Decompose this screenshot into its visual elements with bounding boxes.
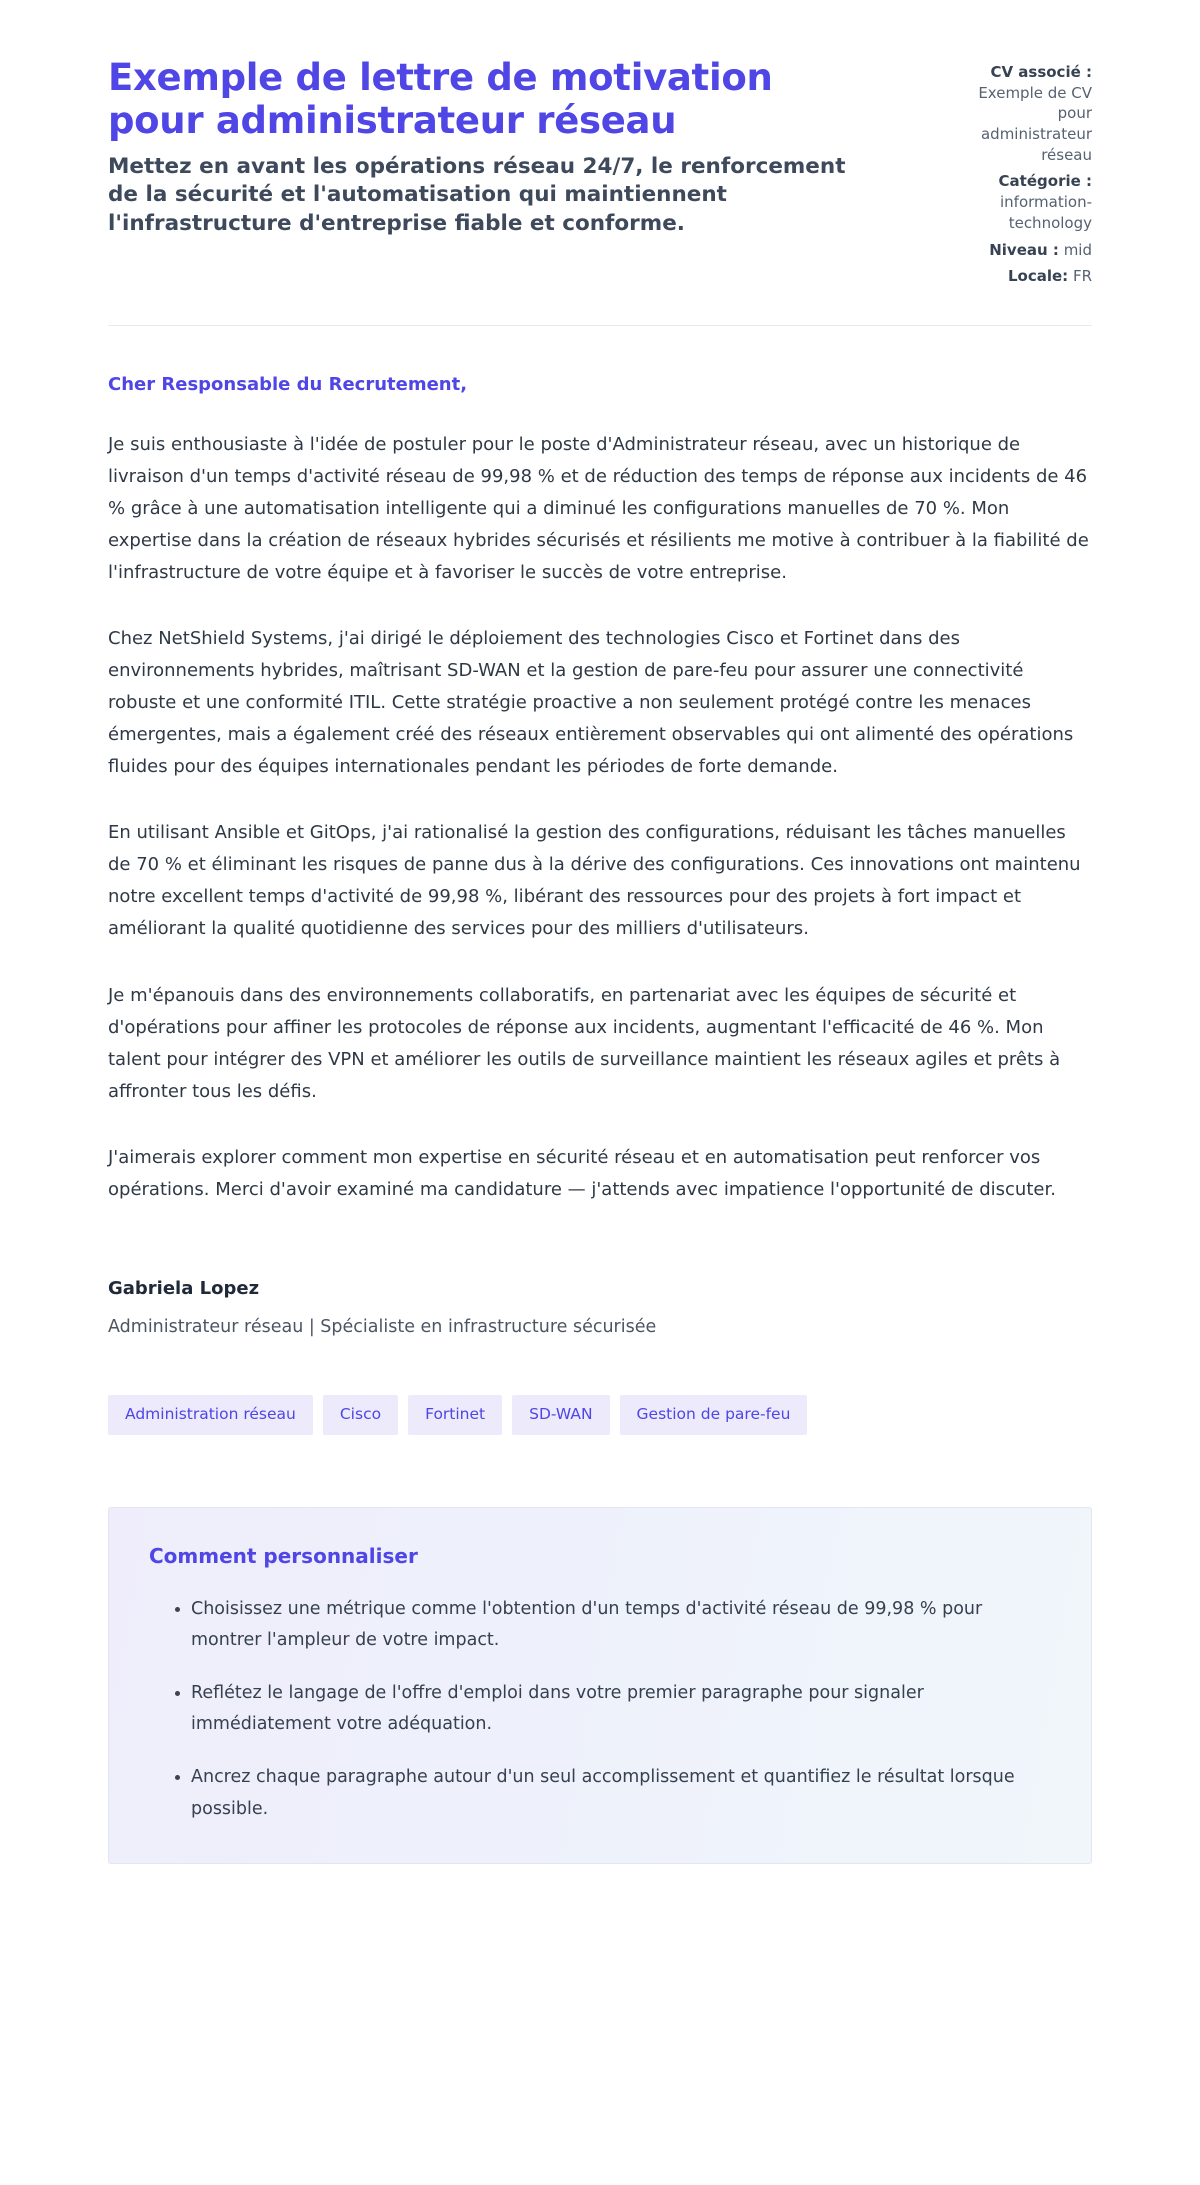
metadata-level [942,240,1092,261]
letter-paragraph: Chez NetShield Systems, j'ai dirigé le déploiement des technologies Cisco et Fortinet dans des environnements hybrides, maîtrisant SD-WAN et la gestion de pare-feu pour assurer une connectivité robuste et une conformité ITIL. Cette stratégie proactive a non seulement protégé contre les menaces émergentes, mais a également créé des réseaux entièrement observables qui ont alimenté des opérations fluides pour des équipes internationales pendant les périodes de forte demande. [108,628,1074,778]
metadata-related-cv-label: CV associé : [990,63,1092,81]
signature-name: Gabriela Lopez [108,1277,260,1299]
header-main [108,56,848,238]
metadata-locale [942,266,1092,287]
page-title: Exemple de lettre de motivation pour administrateur réseau [108,56,773,143]
skill-tag[interactable]: Fortinet [408,1395,502,1435]
page-bottom-spacer [108,1864,1092,1934]
metadata-level-label: Niveau : [989,240,1059,259]
letter-body [108,326,1092,1206]
letter-paragraph: Je suis enthousiaste à l'idée de postuler pour le poste d'Administrateur réseau, avec un historique de livraison d'un temps d'activité réseau de 99,98 % et de réduction des temps de réponse aux incidents de 46 % grâce à une automatisation intelligente qui a diminué les configurations manuelles de 70 %. Mon expertise dans la création de réseaux hybrides sécurisés et résilients me motive à contribuer à la fiabilité de l'infrastructure de votre équipe et à favoriser le succès de votre entreprise. [108,434,1089,584]
customization-callout [108,1507,1092,1864]
skill-tag[interactable]: Administration réseau [108,1395,313,1435]
document-metadata [942,56,1092,289]
callout-list [149,1594,1051,1825]
callout-list-item: Ancrez chaque paragraphe autour d'un seul accomplissement et quantifiez le résultat lorsque possible. [175,1762,1051,1824]
skill-tag[interactable]: Cisco [323,1395,398,1435]
skill-tag[interactable]: SD-WAN [512,1395,609,1435]
metadata-level-value: mid [1063,240,1092,259]
metadata-locale-value: FR [1072,267,1092,286]
skill-tag[interactable]: Gestion de pare-feu [620,1395,808,1435]
letter-salutation: Cher Responsable du Recrutement, [108,373,468,395]
metadata-category-value: information-technology [1000,193,1092,232]
metadata-related-cv [942,62,1092,165]
signature-role: Administrateur réseau | Spécialiste en infrastructure sécurisée [108,1316,657,1337]
metadata-locale-label: Locale: [1007,267,1069,286]
callout-title: Comment personnaliser [149,1543,418,1568]
callout-list-item: Reflétez le langage de l'offre d'emploi dans votre premier paragraphe pour signaler immédiatement votre adéquation. [175,1678,1051,1740]
metadata-category [942,171,1092,233]
letter-paragraph: Je m'épanouis dans des environnements collaboratifs, en partenariat avec les équipes de sécurité et d'opérations pour affiner les protocoles de réponse aux incidents, augmentant l'efficacité de 46 %. Mon talent pour intégrer des VPN et améliorer les outils de surveillance maintient les réseaux agiles et prêts à affronter tous les défis. [108,984,1061,1102]
letter-paragraph: En utilisant Ansible et GitOps, j'ai rationalisé la gestion des configurations, réduisant les tâches manuelles de 70 % et éliminant les risques de panne dus à la dérive des configurations. Ces innovations ont maintenu notre excellent temps d'activité de 99,98 %, libérant des ressources pour des projets à fort impact et améliorant la qualité quotidienne des services pour des milliers d'utilisateurs. [108,822,1081,940]
metadata-category-label: Catégorie : [998,172,1092,191]
callout-list-item: Choisissez une métrique comme l'obtention d'un temps d'activité réseau de 99,98 % pour montrer l'ampleur de votre impact. [175,1594,1051,1656]
letter-paragraph: J'aimerais explorer comment mon expertise en sécurité réseau et en automatisation peut renforcer vos opérations. Merci d'avoir examiné ma candidature — j'attends avec impatience l'opportunité de discuter. [108,1146,1056,1200]
page-subtitle: Mettez en avant les opérations réseau 24/7, le renforcement de la sécurité et l'automatisation qui maintiennent l'infrastructure d'entreprise fiable et conforme. [108,153,846,236]
signature-block [108,1240,1092,1340]
metadata-related-cv-value: Exemple de CV pour administrateur réseau [978,83,1092,164]
document-header [108,0,1092,289]
skill-tag-list [108,1339,1092,1435]
